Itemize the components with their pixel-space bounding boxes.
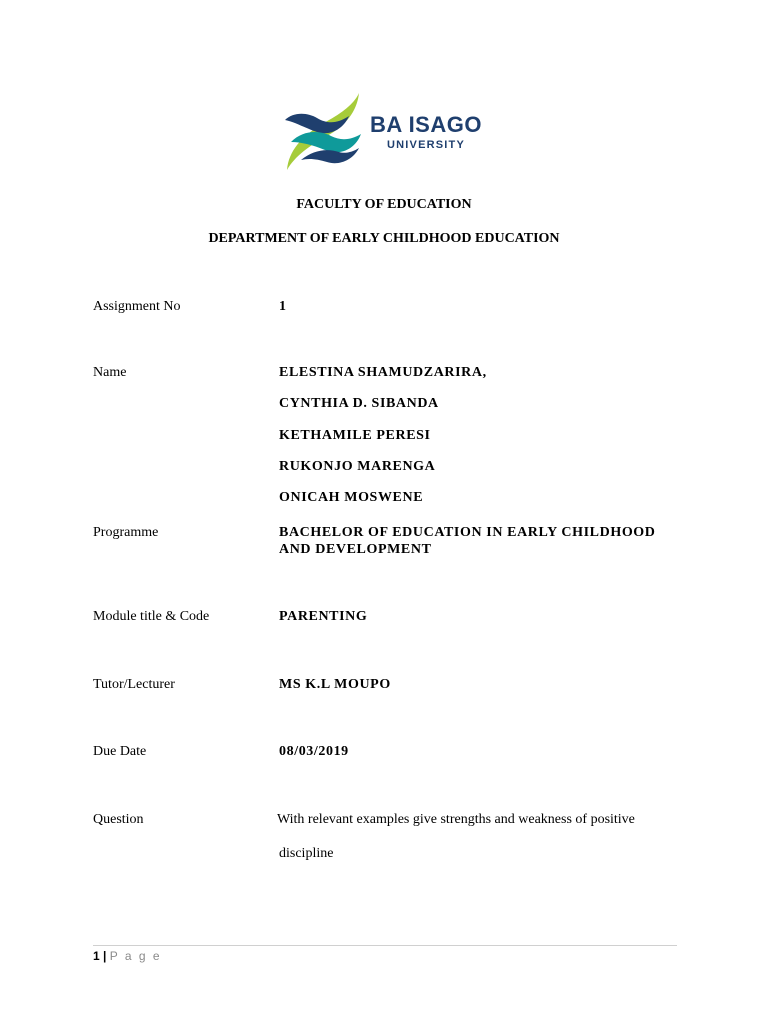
department-heading: DEPARTMENT OF EARLY CHILDHOOD EDUCATION <box>208 231 560 246</box>
logo-subtitle: UNIVERSITY <box>387 139 466 151</box>
assignment-value: 1 <box>279 299 287 314</box>
assignment-label: Assignment No <box>93 299 181 314</box>
logo-name: BA ISAGO <box>370 112 482 137</box>
faculty-heading: FACULTY OF EDUCATION <box>296 197 472 212</box>
page-separator: | <box>103 949 107 963</box>
programme-value-line: AND DEVELOPMENT <box>279 542 432 557</box>
footer-divider <box>93 945 677 946</box>
question-text-line: With relevant examples give strengths and weakness of positive <box>277 812 635 827</box>
page-number: 1 <box>93 949 100 963</box>
programme-label: Programme <box>93 525 159 540</box>
programme-value-line: BACHELOR OF EDUCATION IN EARLY CHILDHOOD <box>279 525 656 540</box>
question-label: Question <box>93 812 144 827</box>
name-value: ELESTINA SHAMUDZARIRA, <box>279 365 487 380</box>
tutor-label: Tutor/Lecturer <box>93 677 175 692</box>
question-text-line: discipline <box>279 846 334 861</box>
name-value: CYNTHIA D. SIBANDA <box>279 396 439 411</box>
page-word: P a g e <box>109 949 162 963</box>
module-label: Module title & Code <box>93 609 210 624</box>
leaf-emblem-icon <box>283 90 365 176</box>
page-footer <box>93 949 162 963</box>
university-logo <box>283 90 493 176</box>
name-label: Name <box>93 365 127 380</box>
module-value: PARENTING <box>279 609 368 624</box>
name-value: KETHAMILE PERESI <box>279 428 431 443</box>
name-value: ONICAH MOSWENE <box>279 490 424 505</box>
name-value: RUKONJO MARENGA <box>279 459 436 474</box>
due-date-label: Due Date <box>93 744 147 759</box>
due-date-value: 08/03/2019 <box>279 744 349 759</box>
tutor-value: MS K.L MOUPO <box>279 677 391 692</box>
